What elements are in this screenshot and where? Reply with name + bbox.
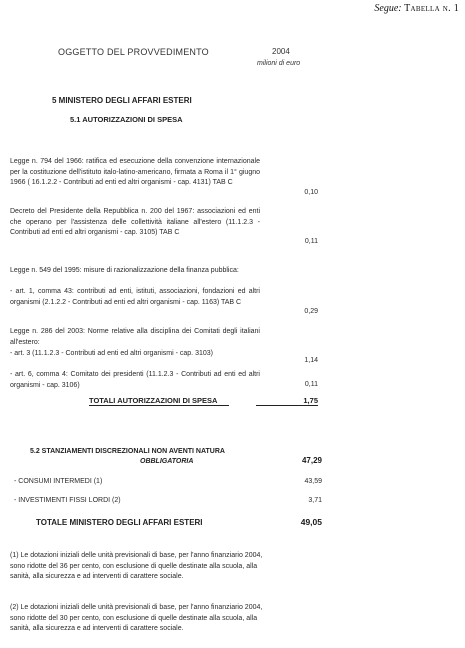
law-794-1966: Legge n. 794 del 1966: ratifica ed esecuzione della convenzione internazionale per la costituzione dell'istituto italo-latino-americano, firmata a Roma il 1° giugno 1966 ( 16.1.2.2 - Contributi ad enti ed altri organismi - cap. 4131) TAB C bbox=[10, 158, 260, 187]
ministry-heading: 5 MINISTERO DEGLI AFFARI ESTERI bbox=[52, 96, 192, 105]
law-549-1995-art1: - art. 1, comma 43: contributi ad enti, istituti, associazioni, fondazioni ed altri organismi (2.1.2.2 - Contributi ad enti ed altri organismi - cap. 1163) TAB C bbox=[10, 288, 260, 306]
column-header-title: OGGETTO DEL PROVVEDIMENTO bbox=[58, 47, 209, 57]
law-286-2003-art6-amount: 0,11 bbox=[304, 381, 318, 388]
footnote-2: (2) Le dotazioni iniziali delle unità previsionali di base, per l'anno finanziario 2004, sono ridotte del 30 per cento, con esclusione di quelle destinate alla scuola, alla sanità, alla sicurezza e ad interventi di carattere sociale. bbox=[10, 604, 263, 633]
running-header-prefix: Segue: bbox=[374, 3, 402, 14]
total-authorizations-amount-underline bbox=[256, 405, 318, 406]
section-52-amount: 47,29 bbox=[301, 456, 322, 465]
law-286-2003: Legge n. 286 del 2003: Norme relative alla disciplina dei Comitati degli italiani all'estero: bbox=[10, 328, 260, 346]
law-549-1995: Legge n. 549 del 1995: misure di razionalizzazione della finanza pubblica: bbox=[10, 267, 239, 274]
section-52-line2: OBBLIGATORIA bbox=[140, 458, 194, 465]
law-286-2003-art3: - art. 3 (11.1.2.3 - Contributi ad enti ed altri organismi - cap. 3103) bbox=[10, 350, 213, 357]
row-investimenti-fissi: - INVESTIMENTI FISSI LORDI (2) bbox=[14, 497, 121, 504]
section-52-heading bbox=[30, 447, 225, 467]
row-investimenti-fissi-amount: 3,71 bbox=[308, 497, 322, 504]
running-header-label: Tabella n. 1 bbox=[404, 3, 459, 14]
law-549-1995-art1-amount: 0,29 bbox=[304, 308, 318, 315]
column-header-unit: milioni di euro bbox=[257, 60, 301, 67]
total-authorizations-underline bbox=[89, 405, 229, 406]
section-52-line1: 5.2 STANZIAMENTI DISCREZIONALI NON AVENTI NATURA bbox=[30, 448, 225, 455]
dpr-200-1967-amount: 0,11 bbox=[304, 238, 318, 245]
law-794-1966-amount: 0,10 bbox=[304, 189, 318, 196]
law-286-2003-art3-amount: 1,14 bbox=[304, 357, 318, 364]
total-authorizations-label: TOTALI AUTORIZZAZIONI DI SPESA bbox=[89, 396, 218, 405]
grand-total-label: TOTALE MINISTERO DEGLI AFFARI ESTERI bbox=[36, 518, 203, 527]
running-header bbox=[374, 3, 459, 14]
footnote-1: (1) Le dotazioni iniziali delle unità previsionali di base, per l'anno finanziario 2004, sono ridotte del 36 per cento, con esclusione di quelle destinate alla scuola, alla sanità, alla sicurezza e ad interventi di carattere sociale. bbox=[10, 552, 263, 581]
total-authorizations-amount: 1,75 bbox=[303, 396, 318, 405]
column-header-year: 2004 bbox=[272, 47, 290, 56]
row-consumi-intermedi-amount: 43,59 bbox=[304, 478, 322, 485]
row-consumi-intermedi: - CONSUMI INTERMEDI (1) bbox=[14, 478, 103, 485]
section-51-heading: 5.1 AUTORIZZAZIONI DI SPESA bbox=[70, 115, 183, 124]
dpr-200-1967: Decreto del Presidente della Repubblica n. 200 del 1967: associazioni ed enti che operano per l'assistenza delle collettività italiane all'estero (11.1.2.3 - Contributi ad enti ed altri organismi - cap. 3105) TAB C bbox=[10, 208, 260, 237]
grand-total-amount: 49,05 bbox=[300, 517, 322, 527]
law-286-2003-art6: - art. 6, comma 4: Comitato dei presidenti (11.1.2.3 - Contributi ad enti ed altri organismi - cap. 3106) bbox=[10, 371, 260, 389]
